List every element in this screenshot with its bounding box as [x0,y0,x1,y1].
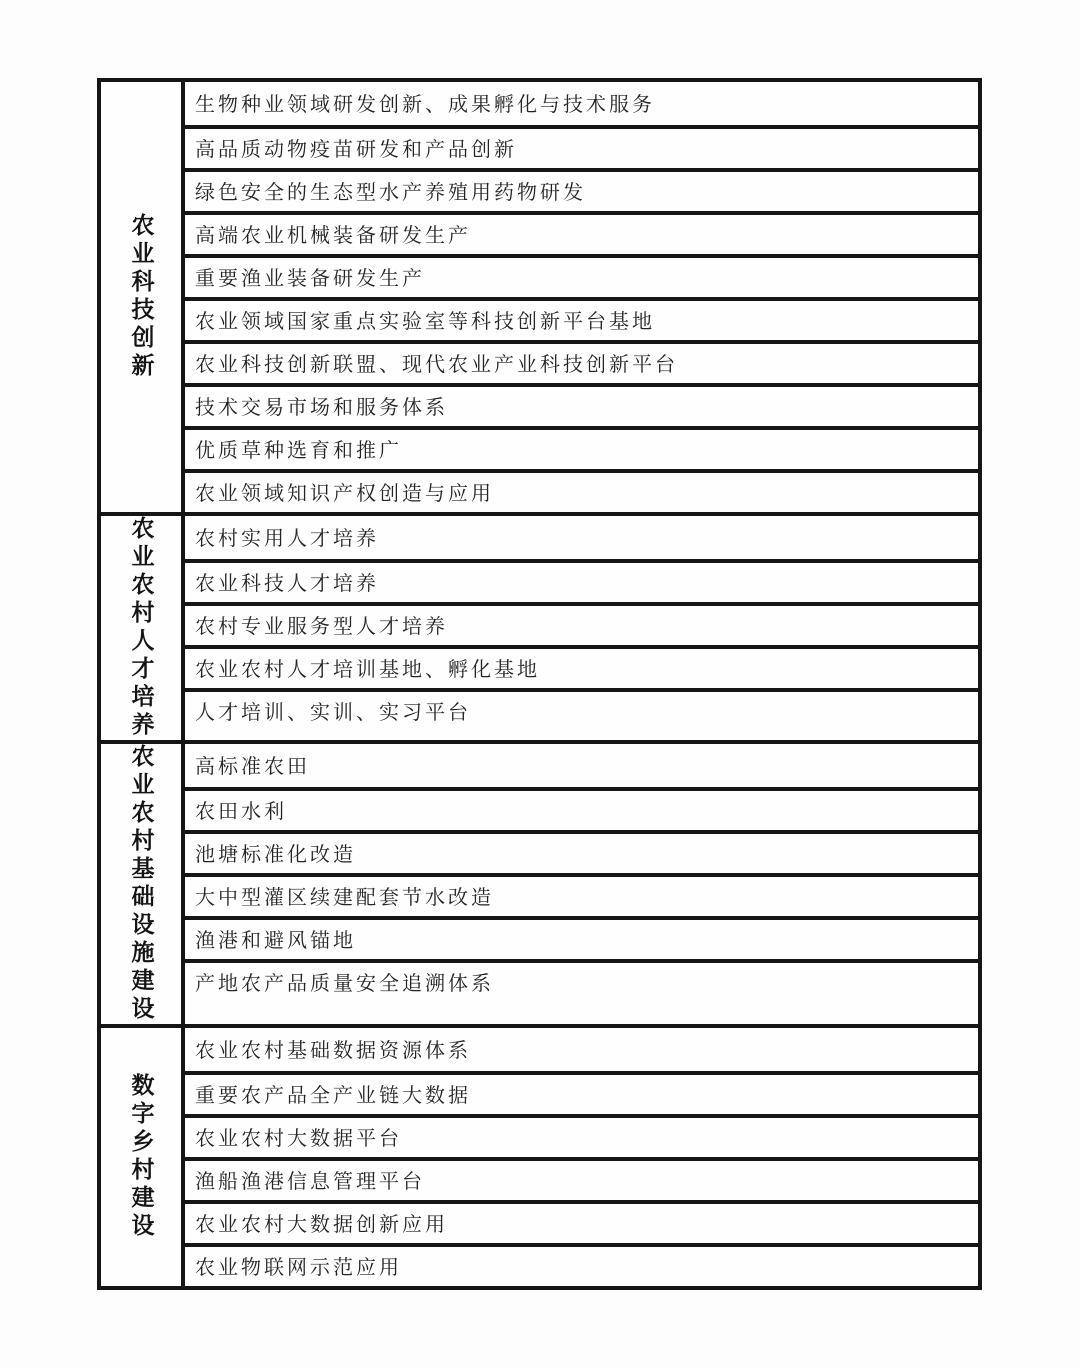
section-rows [185,744,978,1024]
table-row [185,688,978,731]
row-item-text: 农业领域知识产权创造与应用 [195,482,494,505]
table-row [185,1243,978,1286]
category-header-cell [101,744,185,1024]
table-row [185,645,978,688]
table-row [185,211,978,254]
row-item-text: 农业科技人才培养 [195,572,379,595]
table-row [185,830,978,873]
row-item-text: 产地农产品质量安全追溯体系 [195,972,494,995]
row-item-text: 池塘标准化改造 [195,843,356,866]
row-item-text: 农业领域国家重点实验室等科技创新平台基地 [195,310,655,333]
table-section [101,82,978,512]
row-item-text: 农村专业服务型人才培养 [195,615,448,638]
row-item-text: 农村实用人才培养 [195,527,379,550]
table-row [185,82,978,125]
category-table [97,78,982,1290]
table-row [185,340,978,383]
table-row [185,916,978,959]
row-item-text: 农业科技创新联盟、现代农业产业科技创新平台 [195,353,678,376]
row-item-text: 农田水利 [195,800,287,823]
row-item-text: 农业农村大数据创新应用 [195,1213,448,1236]
row-item-text: 渔港和避风锚地 [195,929,356,952]
category-label: 农业农村人才培养 [128,516,154,740]
table-row [185,426,978,469]
table-row [185,125,978,168]
category-label: 数字乡村建设 [128,1073,154,1241]
table-row [185,959,978,1002]
table-row [185,1157,978,1200]
row-item-text: 优质草种选育和推广 [195,439,402,462]
table-row [185,744,978,787]
table-section [101,512,978,740]
table-row [185,1071,978,1114]
table-row [185,559,978,602]
category-label: 农业农村基础设施建设 [128,744,154,1024]
row-item-text: 生物种业领域研发创新、成果孵化与技术服务 [195,93,655,116]
table-row [185,787,978,830]
row-item-text: 高标准农田 [195,755,310,778]
table-row [185,873,978,916]
row-item-text: 农业物联网示范应用 [195,1256,402,1279]
table-row [185,383,978,426]
table-row [185,168,978,211]
category-header-cell [101,82,185,512]
table-row [185,254,978,297]
section-rows [185,516,978,740]
table-row [185,1028,978,1071]
table-row [185,1114,978,1157]
row-item-text: 高品质动物疫苗研发和产品创新 [195,138,517,161]
table-section [101,1024,978,1286]
row-item-text: 渔船渔港信息管理平台 [195,1170,425,1193]
row-item-text: 高端农业机械装备研发生产 [195,224,471,247]
row-item-text: 大中型灌区续建配套节水改造 [195,886,494,909]
row-item-text: 农业农村大数据平台 [195,1127,402,1150]
row-item-text: 人才培训、实训、实习平台 [195,701,471,724]
row-item-text: 绿色安全的生态型水产养殖用药物研发 [195,181,586,204]
section-rows [185,82,978,512]
table-row [185,297,978,340]
table-section [101,740,978,1024]
row-item-text: 技术交易市场和服务体系 [195,396,448,419]
row-item-text: 农业农村人才培训基地、孵化基地 [195,658,540,681]
table-row [185,516,978,559]
table-row [185,602,978,645]
row-item-text: 农业农村基础数据资源体系 [195,1039,471,1062]
table-row [185,1200,978,1243]
row-item-text: 重要渔业装备研发生产 [195,267,425,290]
row-item-text: 重要农产品全产业链大数据 [195,1084,471,1107]
table-row [185,469,978,512]
category-label: 农业科技创新 [128,213,154,381]
category-header-cell [101,516,185,740]
category-header-cell [101,1028,185,1286]
section-rows [185,1028,978,1286]
